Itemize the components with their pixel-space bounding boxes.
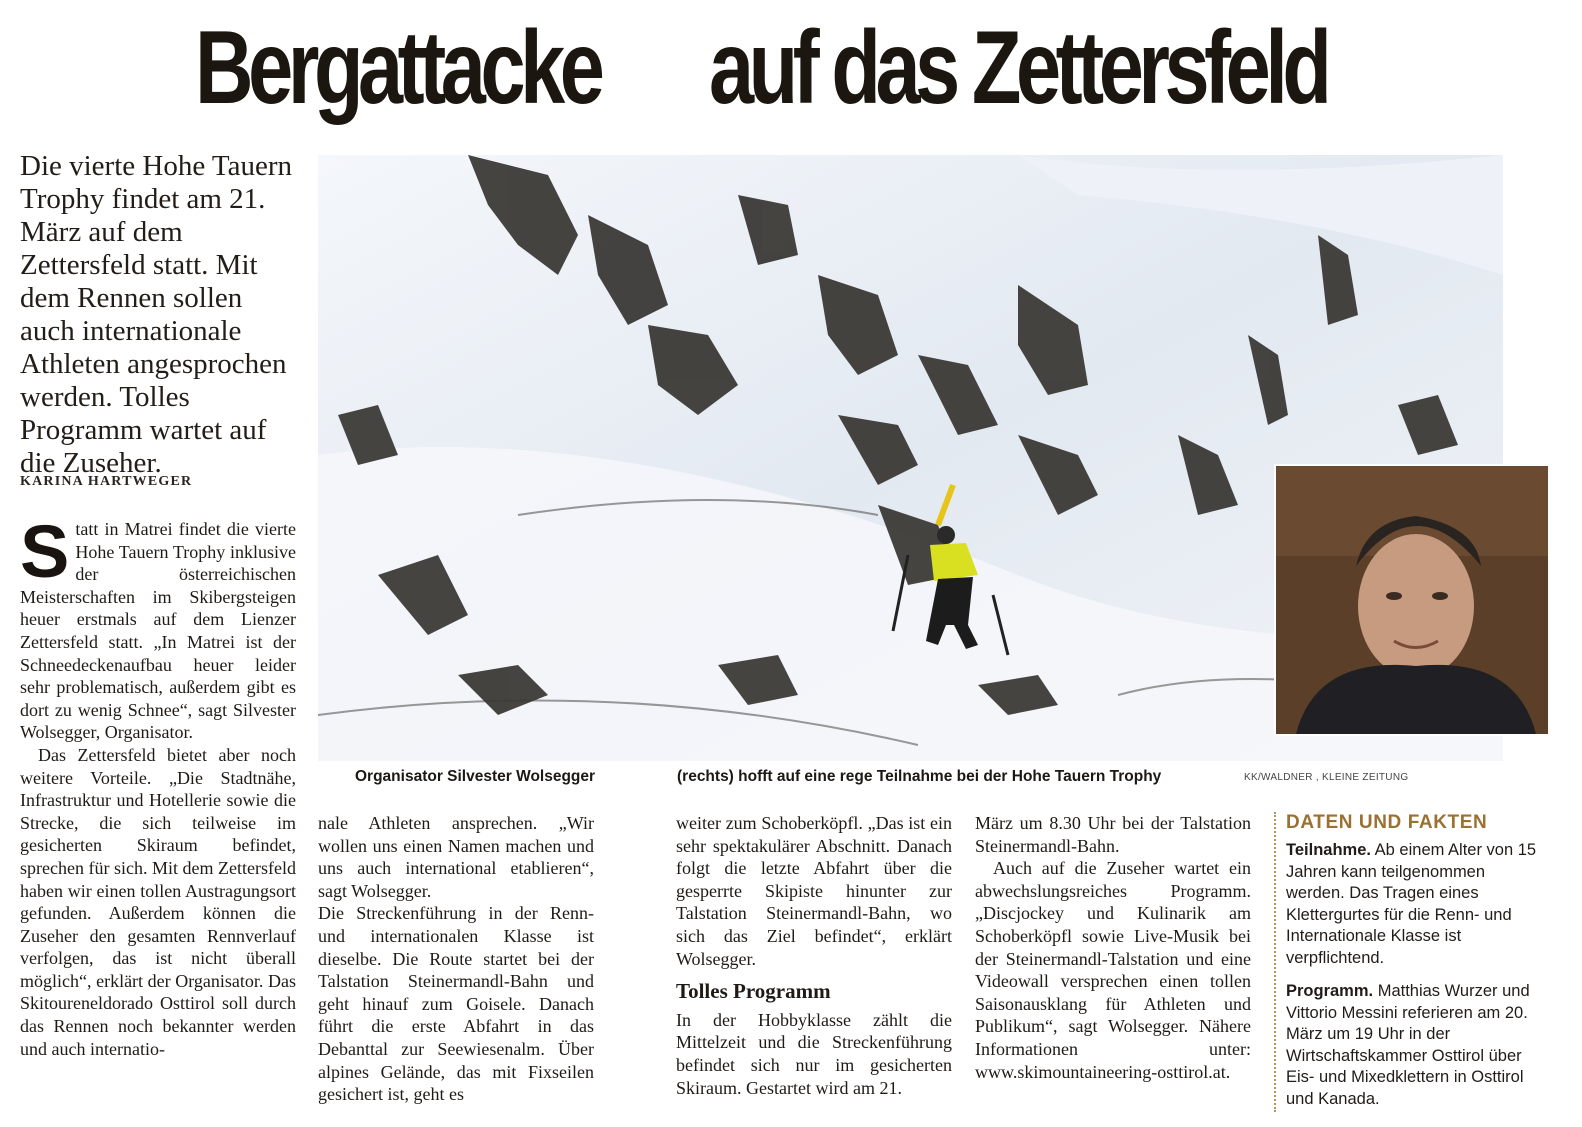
fact-label: Teilnahme. [1286,841,1371,859]
article-paragraph: Auch auf die Zuseher wartet ein abwechslungsreiches Programm. „Discjockey und Kulinarik am Schoberköpfl sowie Live-Musik bei der Steinermandl-Talstation und eine Videowall versprechen einen tollen Saisonausklang für Athleten und Publikum“, sagt Wolsegger. Nähere Informationen unter: www.skimountaineering-osttirol.at. [975,858,1251,1082]
lead-paragraph: Die vierte Hohe Tauern Trophy findet am 21. März auf dem Zettersfeld statt. Mit dem Rennen sollen auch internationale Athleten angesprochen werden. Tolles Programm wartet auf die Zuseher. [20,150,293,479]
headline-part-2: auf das Zettersfeld [709,10,1327,126]
paragraph-text: tatt in Matrei findet die vierte Hohe Tauern Trophy inklusive der österreichischen Meisterschaften im Skibergsteigen heuer erstmals auf dem Lienzer Zettersfeld statt. „In Matrei ist der Schneedeckenaufbau heuer leider sehr problematisch, außerdem gibt es dort zu wenig Schnee“, sagt Silvester Wolsegger, Organisator. [20,519,296,743]
author-byline: KARINA HARTWEGER [20,474,193,489]
photo-caption-part-2: (rechts) hofft auf eine rege Teilnahme bei der Hohe Tauern Trophy [677,768,1162,785]
article-column-3 [676,812,952,1099]
fact-item [1286,840,1548,969]
article-column-2 [318,812,594,1106]
fact-text: Matthias Wurzer und Vittorio Messini referieren am 20. März um 19 Uhr in der Wirtschaftskammer Osttirol über Eis- und Mixedklettern in Osttirol und Kanada. [1286,982,1530,1108]
article-paragraph [20,510,296,744]
article-paragraph: nale Athleten ansprechen. „Wir wollen uns einen Namen machen und uns auch international etablieren“, sagt Wolsegger. [318,813,594,901]
photo-credit: KK/WALDNER , KLEINE ZEITUNG [1244,772,1409,783]
article-paragraph: Das Zettersfeld bietet aber noch weitere Vorteile. „Die Stadtnähe, Infrastruktur und Hotellerie sowie die Strecke, die sich teilweise im gesicherten Skiraum befindet, sprechen für sich. Mit dem Zettersfeld haben wir einen tollen Austragungsort gefunden. Außerdem können die Zuseher den gesamten Rennverlauf verfolgen, das ist nicht überall möglich“, erklärt der Organisator. Das Skitoureneldorado Osttirol soll durch das Rennen noch bekannter werden und auch internatio- [20,744,296,1059]
photo-caption-part-1: Organisator Silvester Wolsegger [355,768,596,785]
article-paragraph: Die Streckenführung in der Renn- und internationalen Klasse ist dieselbe. Die Route startet bei der Talstation Steinermandl-Bahn und geht hinauf zum Goisele. Danach führt die erste Abfahrt in das Debanttal zur Seewiesenalm. Über alpines Gelände, das mit Fixseilen gesichert ist, geht es [318,903,594,1105]
article-column-1 [20,510,296,1060]
article-paragraph: weiter zum Schoberköpfl. „Das ist ein sehr spektakulärer Abschnitt. Danach folgt die letzte Abfahrt über die gesperrte Skipiste hinunter zur Talstation Steinermandl-Bahn, wo sich das Ziel befindet“, erklärt Wolsegger. [676,813,952,969]
fact-item [1286,981,1548,1110]
portrait-illustration [1276,466,1548,734]
fact-text: Ab einem Alter von 15 Jahren kann teilgenommen werden. Das Tragen eines Klettergurtes für die Renn- und Internationale Klasse ist verpflichtend. [1286,841,1537,967]
headline [0,8,1582,128]
article-paragraph: März um 8.30 Uhr bei der Talstation Steinermandl-Bahn. [975,813,1251,856]
headline-part-1: Bergattacke [194,10,600,126]
facts-box-title: DATEN UND FAKTEN [1286,812,1488,833]
drop-cap: S [20,510,70,593]
fact-label: Programm. [1286,982,1374,1000]
organizer-portrait [1274,464,1550,736]
section-subheading: Tolles Programm [676,979,831,1004]
facts-box [1274,812,1548,1112]
article-paragraph: In der Hobbyklasse zählt die Mittelzeit und die Streckenführung befindet sich nur im gesicherten Skiraum. Gestartet wird am 21. [676,1009,952,1098]
article-column-4 [975,812,1251,1083]
